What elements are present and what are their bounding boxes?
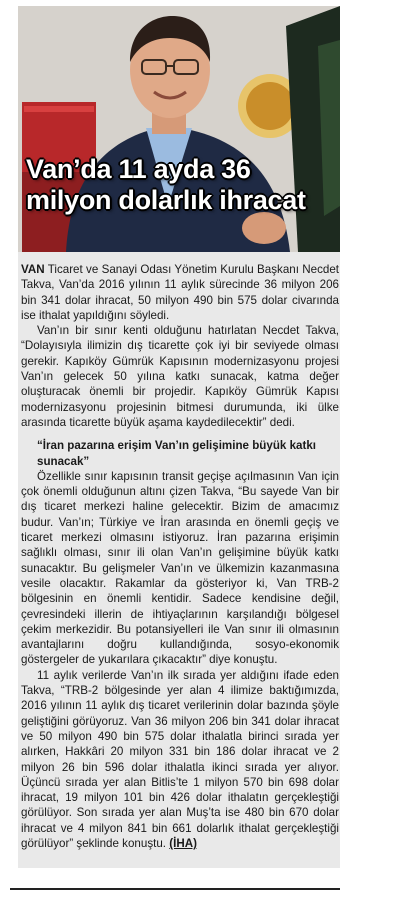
article-paragraph: Özellikle sınır kapısının transit geçişe açılmasının Van için çok önemli olduğunun altını çizen Takva, “Bu sayede Van bir dış ticaret merkezi haline gelecektir. Bizim de amacımız budur. Van’ın; Türkiye ve İran arasında en önemli geçiş ve ticaret merkezi olmasını istiyoruz. İran pazarına erişimin sağlıklı olması, sınır ili olan Van’ın gelişimine büyük katkı sunacaktır. Bu gelişmeler Van’ın ve ülkemizin kazanmasına vesile olacaktır. Rakamlar da gösteriyor ki, Van TRB-2 bölgesinin en önemli kentidir. Sadece kendisine değil, çevresindeki illerin de ihtiyaçlarının karşılandığı bölgesel çekim merkezidir. Bu potansiyelleri ile Van sınır ili olmasının avantajlarını doğru kullandığında, sosyo-ekonomik göstergeler de yukarılara çıkacaktır” diye konuştu. (21, 469, 339, 667)
article-body (21, 262, 339, 851)
article-paragraph: Van’ın bir sınır kenti olduğunu hatırlatan Necdet Takva, “Dolayısıyla ilimizin dış ticarette çok iyi bir seviyede olması gerekir. Kapıköy Gümrük Kapısının modernizasyonu projesi Van’ın gelecek 50 yılına katkı sunacak, katma değer oluşturacak önemli bir projedir. Kapıköy Gümrük Kapısı modernizasyonu projesinin bitmesi durumunda, iki ülke arasında ticarette büyük aşama kaydedilecektir” dedi. (21, 324, 339, 429)
page-divider (10, 888, 340, 890)
article-photo (18, 6, 340, 252)
paragraph-text: Ticaret ve Sanayi Odası Yönetim Kurulu Başkanı Necdet Takva, Van’da 2016 yılının 11 aylık sürecinde 36 milyon 206 bin 341 dolar ihracat, 50 milyon 490 bin 575 dolar civarında ise ithalat yapıldığını söyledi. (21, 263, 339, 322)
dateline: VAN (21, 263, 45, 276)
news-agency-credit: (İHA) (169, 836, 197, 850)
article-headline: Van’da 11 ayda 36 milyon dolarlık ihracat (26, 154, 306, 215)
paragraph-text: 11 aylık verilerde Van’ın ilk sırada yer aldığını ifade eden Takva, “TRB-2 bölgesinde yer alan 4 ilimize baktığımızda, 2016 yılının 11 aylık dış ticaret verilerinin dolar bazında şöyle geliştiğini görüyoruz. Van 36 milyon 206 bin 341 dolar ihracat ve 50 milyon 490 bin 575 dolar ithalatla birinci sırada yer alırken, Hakkâri 20 milyon 331 bin 186 dolar ihracat ve 2 milyon 26 bin 596 dolar ithalatla ikinci sırada yer alıyor. Üçüncü sırada yer alan Bitlis’te 1 milyon 570 bin 698 dolar ihracat, 19 milyon 101 bin 426 dolar ithalatın gerçekleştiği görülüyor. Son sırada yer alan Muş’ta ise 480 bin 670 dolar ihracat ve 4 milyon 841 bin 661 dolarlık ithalat gerçekleştiği görülüyor” şeklinde konuştu. (21, 668, 339, 850)
article-paragraph (21, 262, 339, 323)
news-clipping (18, 6, 340, 868)
article-subheading: “İran pazarına erişim Van’ın gelişimine büyük katkı sunacak” (37, 439, 316, 468)
article-paragraph (21, 668, 339, 852)
